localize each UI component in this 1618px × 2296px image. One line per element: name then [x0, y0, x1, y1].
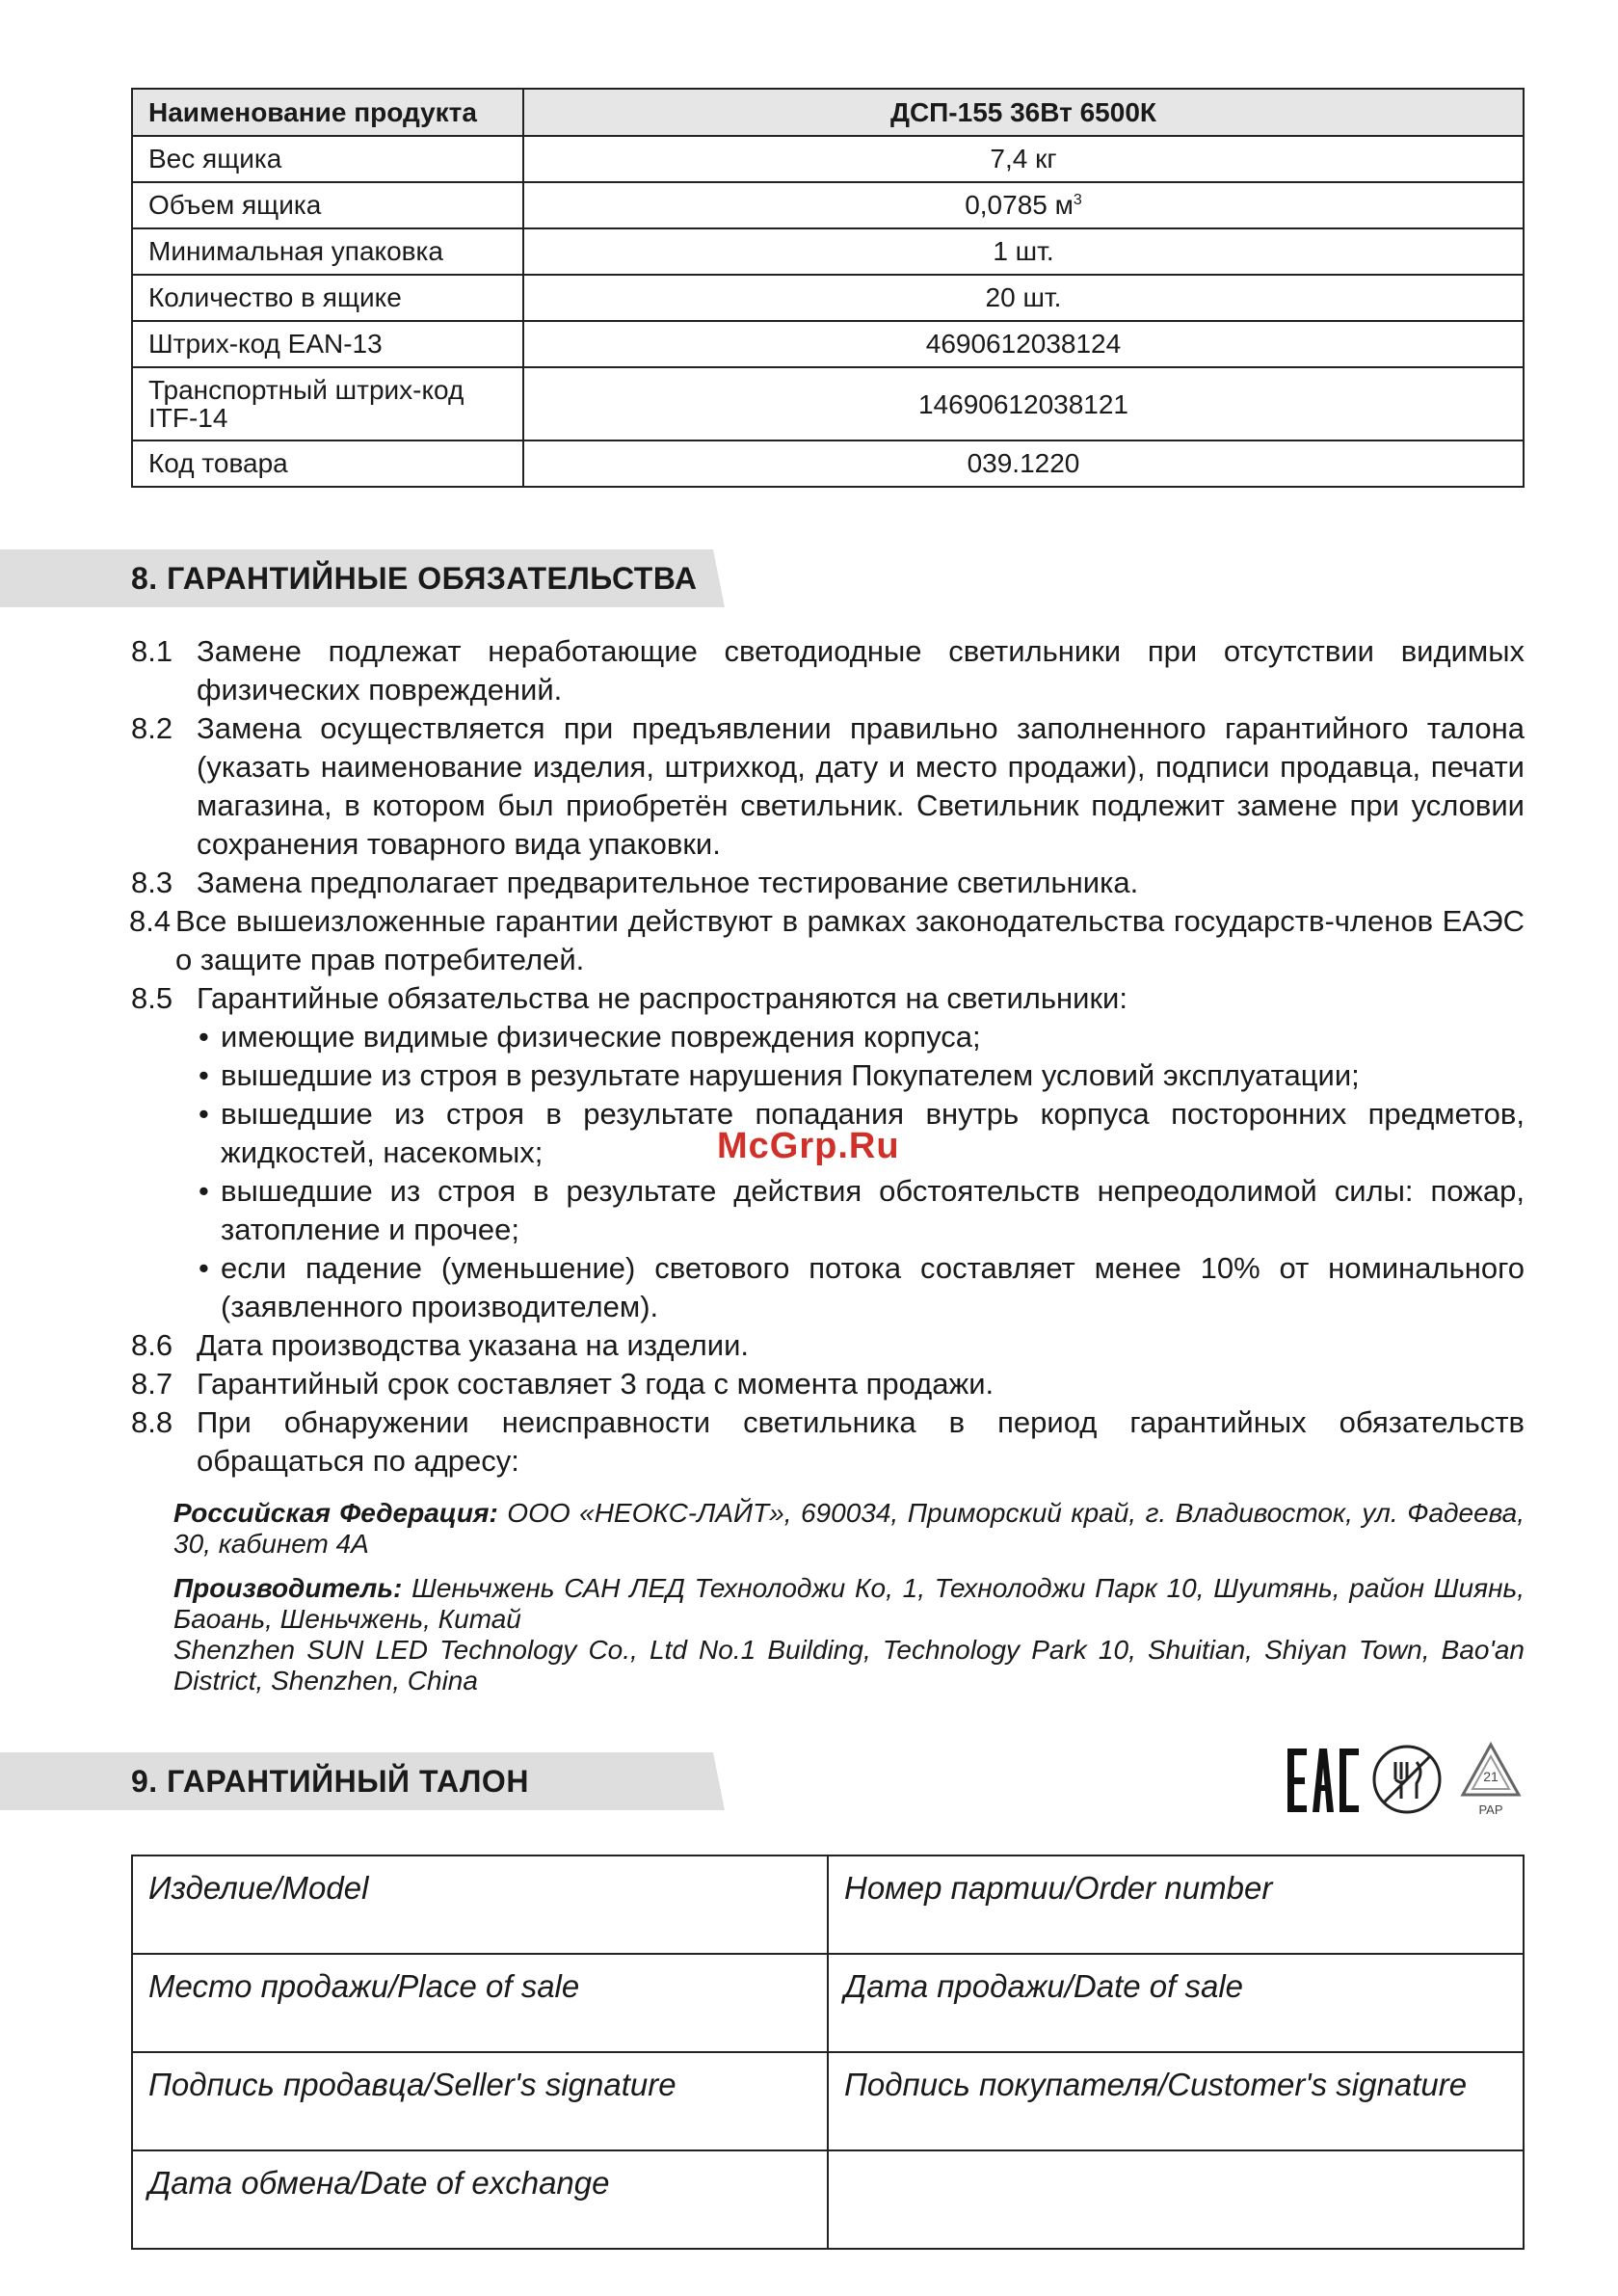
manufacturer-address: [173, 1573, 1525, 1696]
table-row: [132, 441, 1524, 487]
table-row: [132, 367, 1524, 441]
row-value: 4690612038124: [523, 321, 1524, 367]
bullet-item: • если падение (уменьшение) светового потока составляет менее 10% от номинального (заявленного производителем).: [199, 1251, 1525, 1323]
address-text: ООО «НЕОКС-ЛАЙТ», 690034, Приморский край, г. Владивосток, ул. Фадеева, 30, кабинет 4А: [173, 1498, 1525, 1559]
manufacturer-text-en: Shenzhen SUN LED Technology Co., Ltd No.1 Building, Technology Park 10, Shuitian, Shiyan Town, Bao'an District, Shenzhen, China: [173, 1635, 1525, 1695]
exclusions-list: [197, 1018, 1525, 1326]
row-label: [132, 367, 523, 441]
list-item: [131, 1365, 1525, 1403]
table-header-row: [132, 89, 1524, 136]
item-text: Гарантийные обязательства не распространяются на светильники:: [197, 981, 1127, 1015]
warranty-card-table: [131, 1855, 1525, 2250]
item-number: 8.7: [131, 1367, 173, 1401]
table-row: [132, 136, 1524, 182]
item-number: 8.3: [131, 866, 173, 899]
address-label: Российская Федерация:: [173, 1498, 498, 1528]
row-label: Количество в ящике: [132, 275, 523, 321]
item-text: Все вышеизложенные гарантии действуют в рамках законодательства государств-членов ЕАЭС о защите прав потребителей.: [175, 904, 1525, 976]
row-value: 20 шт.: [523, 275, 1524, 321]
table-row: [132, 228, 1524, 275]
row-label: Объем ящика: [132, 182, 523, 228]
header-label: Наименование продукта: [132, 89, 523, 136]
no-food-contact-icon: [1370, 1743, 1444, 1816]
item-text: Гарантийный срок составляет 3 года с момента продажи.: [197, 1367, 995, 1401]
volume-unit-superscript: 3: [1073, 192, 1082, 208]
item-number: 8.4: [129, 904, 172, 938]
card-field-customer-signature[interactable]: Подпись покупателя/Customer's signature: [828, 2052, 1524, 2150]
warranty-terms: [131, 632, 1525, 1481]
row-label: Код товара: [132, 441, 523, 487]
header-value: ДСП-155 36Вт 6500К: [523, 89, 1524, 136]
item-number: 8.6: [131, 1328, 173, 1362]
item-number: 8.2: [131, 711, 173, 745]
card-field-place-of-sale[interactable]: Место продажи/Place of sale: [132, 1954, 828, 2052]
list-item: [131, 1403, 1525, 1481]
manufacturer-label: Производитель:: [173, 1573, 403, 1603]
recycle-number: 21: [1483, 1769, 1499, 1784]
card-field-empty[interactable]: [828, 2150, 1524, 2249]
eac-mark-icon: [1287, 1745, 1361, 1816]
item-text: Замена предполагает предварительное тестирование светильника.: [197, 866, 1139, 899]
row-value: 7,4 кг: [523, 136, 1524, 182]
list-item: [131, 1326, 1525, 1365]
bullet-icon: •: [199, 1251, 209, 1285]
bullet-item: • вышедшие из строя в результате действия обстоятельств непреодолимой силы: пожар, затопление и прочее;: [199, 1174, 1525, 1246]
card-row: [132, 2150, 1524, 2249]
recycle-code: PAP: [1478, 1802, 1503, 1817]
card-row: [132, 1855, 1524, 1954]
card-field-seller-signature[interactable]: Подпись продавца/Seller's signature: [132, 2052, 828, 2150]
table-row: [132, 321, 1524, 367]
item-text: Замене подлежат неработающие светодиодные светильники при отсутствии видимых физических повреждений.: [197, 634, 1525, 707]
card-field-date-of-exchange[interactable]: Дата обмена/Date of exchange: [132, 2150, 828, 2249]
bullet-item: • вышедшие из строя в результате попадания внутрь корпуса посторонних предметов, жидкостей, насекомых;: [199, 1097, 1525, 1169]
watermark: McGrp.Ru: [717, 1126, 900, 1166]
bullet-icon: •: [199, 1020, 209, 1054]
card-row: [132, 2052, 1524, 2150]
bullet-icon: •: [199, 1174, 209, 1208]
row-value: 1 шт.: [523, 228, 1524, 275]
item-number: 8.5: [131, 981, 173, 1015]
row-label: Минимальная упаковка: [132, 228, 523, 275]
card-row: [132, 1954, 1524, 2052]
section-9-title: 9. ГАРАНТИЙНЫЙ ТАЛОН: [131, 1764, 529, 1799]
row-label-line1: Транспортный штрих-код: [148, 375, 464, 405]
bullet-item: • имеющие видимые физические повреждения корпуса;: [197, 1018, 1525, 1056]
row-label: Штрих-код EAN-13: [132, 321, 523, 367]
list-item: [131, 709, 1525, 864]
item-number: 8.1: [131, 634, 173, 668]
distributor-address: [173, 1498, 1525, 1560]
item-text: При обнаружении неисправности светильника в период гарантийных обязательств обращаться по адресу:: [197, 1405, 1525, 1478]
item-number: 8.8: [131, 1405, 173, 1439]
volume-value: 0,0785 м: [965, 190, 1074, 220]
row-value: 14690612038121: [523, 367, 1524, 441]
manufacturer-text-ru: Шеньчжень САН ЛЕД Технолоджи Ко, 1, Технолоджи Парк 10, Шуитянь, район Шиянь, Баоань, Шеньчжень, Китай: [173, 1573, 1525, 1634]
row-label: Вес ящика: [132, 136, 523, 182]
row-value: [523, 182, 1524, 228]
recycle-pap-icon: [1453, 1737, 1528, 1820]
item-text: Дата производства указана на изделии.: [197, 1328, 750, 1362]
list-item: [131, 864, 1525, 902]
row-value: 039.1220: [523, 441, 1524, 487]
card-field-order-number[interactable]: Номер партии/Order number: [828, 1855, 1524, 1954]
card-field-date-of-sale[interactable]: Дата продажи/Date of sale: [828, 1954, 1524, 2052]
certification-marks: [1287, 1737, 1528, 1824]
bullet-icon: •: [199, 1097, 209, 1131]
section-8-title: 8. ГАРАНТИЙНЫЕ ОБЯЗАТЕЛЬСТВА: [131, 561, 698, 596]
bullet-icon: •: [199, 1058, 209, 1092]
table-row: [132, 182, 1524, 228]
bullet-item: • вышедшие из строя в результате нарушения Покупателем условий эксплуатации;: [197, 1056, 1525, 1095]
item-text: Замена осуществляется при предъявлении правильно заполненного гарантийного талона (указать наименование изделия, штрихкод, дату и место продажи), подписи продавца, печати магазина, в котором был приобретён светильник. Светильник подлежит замене при условии сохранения товарного вида упаковки.: [197, 711, 1525, 861]
row-label-line2: ITF-14: [148, 403, 228, 433]
list-item: [131, 902, 1525, 979]
card-field-model[interactable]: Изделие/Model: [132, 1855, 828, 1954]
table-row: [132, 275, 1524, 321]
list-item: [131, 632, 1525, 709]
product-spec-table: [131, 88, 1525, 488]
